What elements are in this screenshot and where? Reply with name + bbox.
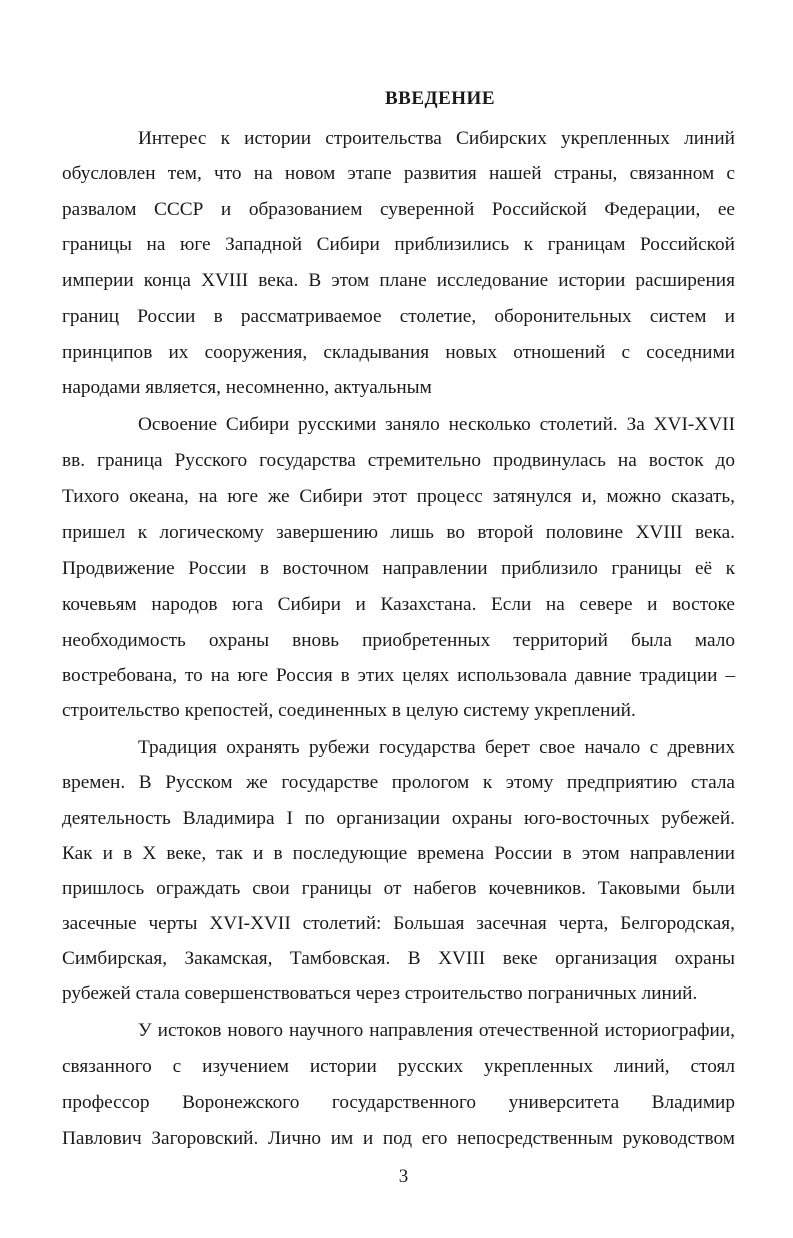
text-line: пришел к логическому завершению лишь во второй половине XVIII века. xyxy=(62,522,735,543)
text-line: обусловлен тем, что на новом этапе развития нашей страны, связанном с xyxy=(62,163,735,184)
text-line: народами является, несомненно, актуальным xyxy=(62,377,432,398)
text-line: У истоков нового научного направления отечественной историографии, xyxy=(138,1020,735,1041)
page-number: 3 xyxy=(398,1166,409,1187)
text-line: времен. В Русском же государстве прологом к этому предприятию стала xyxy=(62,772,735,793)
text-line: пришлось ограждать свои границы от набегов кочевников. Таковыми были xyxy=(62,878,735,899)
text-line: империи конца XVIII века. В этом плане исследование истории расширения xyxy=(62,270,735,291)
text-line: Как и в X веке, так и в последующие времена России в этом направлении xyxy=(62,843,735,864)
text-line: связанного с изучением истории русских укрепленных линий, стоял xyxy=(62,1056,735,1077)
text-line: необходимость охраны вновь приобретенных территорий была мало xyxy=(62,630,735,651)
text-line: Традиция охранять рубежи государства берет свое начало с древних xyxy=(138,737,735,758)
text-line: засечные черты XVI-XVII столетий: Большая засечная черта, Белгородская, xyxy=(62,913,735,934)
page-title: ВВЕДЕНИЕ xyxy=(385,88,495,109)
text-line: кочевьям народов юга Сибири и Казахстана. Если на севере и востоке xyxy=(62,594,735,615)
text-line: строительство крепостей, соединенных в целую систему укреплений. xyxy=(62,700,636,721)
text-line: Интерес к истории строительства Сибирских укрепленных линий xyxy=(138,128,735,149)
text-line: Павлович Загоровский. Лично им и под его непосредственным руководством xyxy=(62,1128,735,1149)
text-line: профессор Воронежского государственного университета Владимир xyxy=(62,1092,735,1113)
text-line: Тихого океана, на юге же Сибири этот процесс затянулся и, можно сказать, xyxy=(62,486,735,507)
text-line: Продвижение России в восточном направлении приблизило границы её к xyxy=(62,558,735,579)
text-line: развалом СССР и образованием суверенной Российской Федерации, ее xyxy=(62,199,735,220)
text-line: границы на юге Западной Сибири приблизились к границам Российской xyxy=(62,234,735,255)
text-line: деятельность Владимира I по организации охраны юго-восточных рубежей. xyxy=(62,808,735,829)
text-line: Освоение Сибири русскими заняло несколько столетий. За XVI-XVII xyxy=(138,414,735,435)
text-line: принципов их сооружения, складывания новых отношений с соседними xyxy=(62,342,735,363)
text-line: востребована, то на юге Россия в этих целях использовала давние традиции – xyxy=(62,665,735,686)
text-line: вв. граница Русского государства стремительно продвинулась на восток до xyxy=(62,450,735,471)
text-line: рубежей стала совершенствоваться через строительство пограничных линий. xyxy=(62,983,698,1004)
text-line: Симбирская, Закамская, Тамбовская. В XVIII веке организация охраны xyxy=(62,948,735,969)
text-line: границ России в рассматриваемое столетие, оборонительных систем и xyxy=(62,306,735,327)
